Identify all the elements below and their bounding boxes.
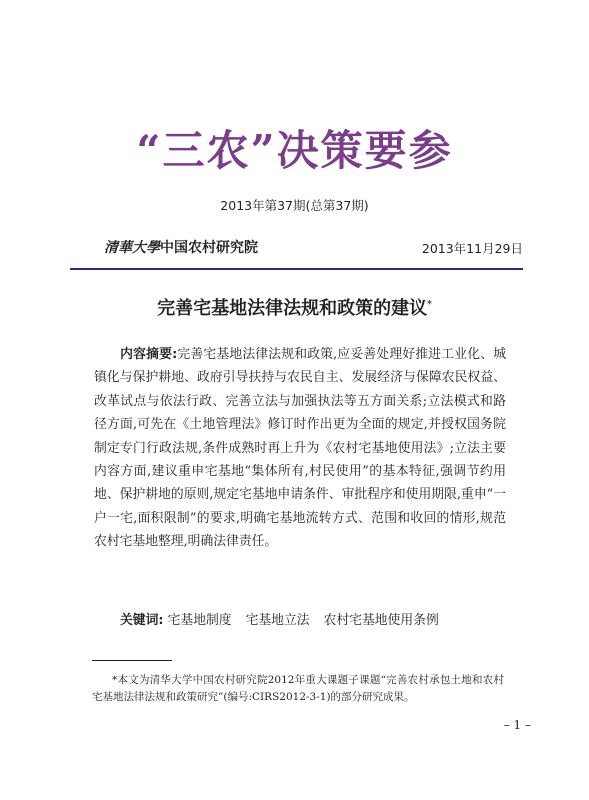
masthead-title: “三农”决策要参 bbox=[136, 126, 453, 175]
publication-date: 2013年11月29日 bbox=[421, 241, 523, 256]
abstract bbox=[94, 343, 506, 554]
footnote-divider bbox=[92, 660, 172, 661]
university-logo: 清華大學 bbox=[104, 240, 160, 256]
keyword: 宅基地立法 bbox=[245, 613, 310, 628]
keyword: 农村宅基地使用条例 bbox=[323, 613, 439, 628]
keywords-label: 关键词: bbox=[120, 613, 164, 628]
article-title-text: 完善宅基地法律法规和政策的建议 bbox=[157, 298, 428, 319]
footnote-text: *本文为清华大学中国农村研究院2012年重大课题子课题“完善农村承包土地和农村宅基地法律法规和政策研究”(编号:CIRS2012-3-1)的部分研究成果。 bbox=[92, 674, 504, 703]
institute-name: 中国农村研究院 bbox=[160, 240, 258, 256]
keywords bbox=[94, 610, 506, 632]
abstract-label: 内容摘要: bbox=[120, 347, 178, 362]
keyword: 宅基地制度 bbox=[167, 613, 232, 628]
issue-number: 2013年第37期(总第37期) bbox=[220, 198, 369, 213]
header-divider bbox=[70, 268, 523, 270]
organization bbox=[104, 237, 258, 257]
footnote bbox=[92, 672, 504, 706]
abstract-text: 完善宅基地法律法规和政策,应妥善处理好推进工业化、城镇化与保护耕地、政府引导扶持与农民自主、发展经济与保障农民权益、改革试点与依法行政、完善立法与加强执法等五方面关系;立法模式和路径方面,可先在《土地管理法》修订时作出更为全面的规定,并授权国务院制定专门行政法规,条件成熟时再上升为《农村宅基地使用法》;立法主要内容方面,建议重申宅基地“集体所有,村民使用”的基本特征,强调节约用地、保护耕地的原则,规定宅基地申请条件、审批程序和使用期限,重申“一户一宅,面积限制”的要求,明确宅基地流转方式、范围和收回的情形,规范农村宅基地整理,明确法律责任。 bbox=[94, 347, 506, 550]
page-number: – 1 – bbox=[503, 718, 531, 732]
footnote-marker: * bbox=[427, 300, 432, 310]
article-title bbox=[0, 294, 589, 320]
